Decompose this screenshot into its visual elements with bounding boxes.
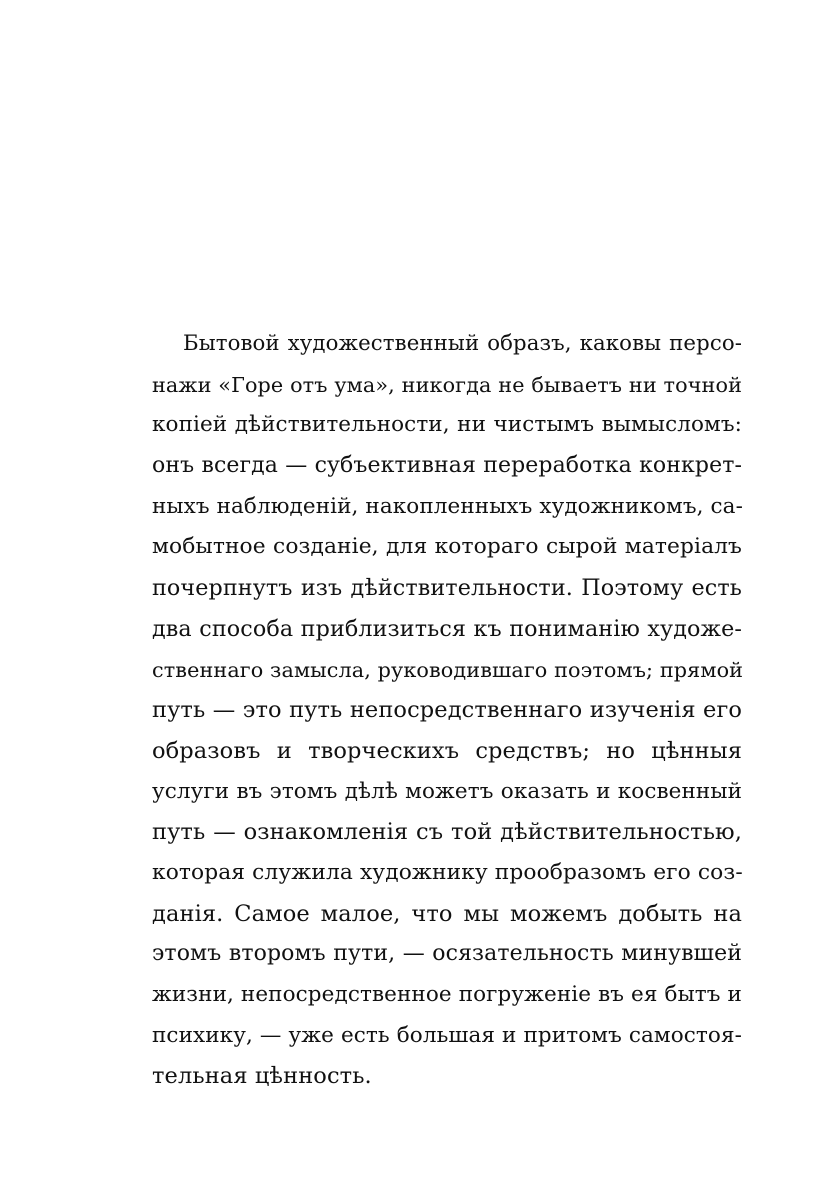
paragraph-line: данія. Самое малое, что мы можемъ добыть на (152, 900, 742, 927)
paragraph-line: онъ всегда — субъективная переработка конкрет- (152, 453, 742, 479)
paragraph-line: мобытное созданіе, для котораго сырой матеріалъ (152, 534, 742, 560)
paragraph-line: которая служила художнику прообразомъ его соз- (152, 859, 743, 885)
paragraph-line: путь — это путь непосредственнаго изученія его (152, 697, 742, 724)
paragraph-line: психику, — уже есть большая и притомъ самостоя- (152, 1022, 742, 1048)
paragraph-line: услуги въ этомъ дѣлѣ можетъ оказать и косвенный (152, 778, 742, 804)
paragraph-line: образовъ и творческихъ средствъ; но цѣнныя (152, 737, 742, 764)
paragraph-line: ственнаго замысла, руководившаго поэтомъ; прямой (152, 657, 744, 682)
paragraph-line: этомъ второмъ пути, — осязательность минувшей (152, 941, 742, 967)
paragraph-line: жизни, непосредственное погруженіе въ ея бытъ и (152, 982, 742, 1007)
paragraph-line: два способа приблизиться къ пониманію художе- (152, 615, 742, 642)
paragraph-line: Бытовой художественный образъ, каковы персо- (183, 331, 742, 356)
paragraph-line: нажи «Горе отъ ума», никогда не бываетъ ни точной (152, 372, 742, 397)
body-paragraph (152, 324, 742, 1097)
paragraph-line: ныхъ наблюденій, накопленныхъ художникомъ, са- (152, 493, 743, 519)
paragraph-line: копіей дѣйствительности, ни чистымъ вымысломъ: (152, 412, 742, 438)
paragraph-line: тельная цѣнность. (152, 1063, 372, 1090)
paragraph-line: почерпнутъ изъ дѣйствительности. Поэтому есть (152, 575, 742, 602)
paragraph-line: путь — ознакомленія съ той дѣйствительностью, (152, 819, 742, 846)
